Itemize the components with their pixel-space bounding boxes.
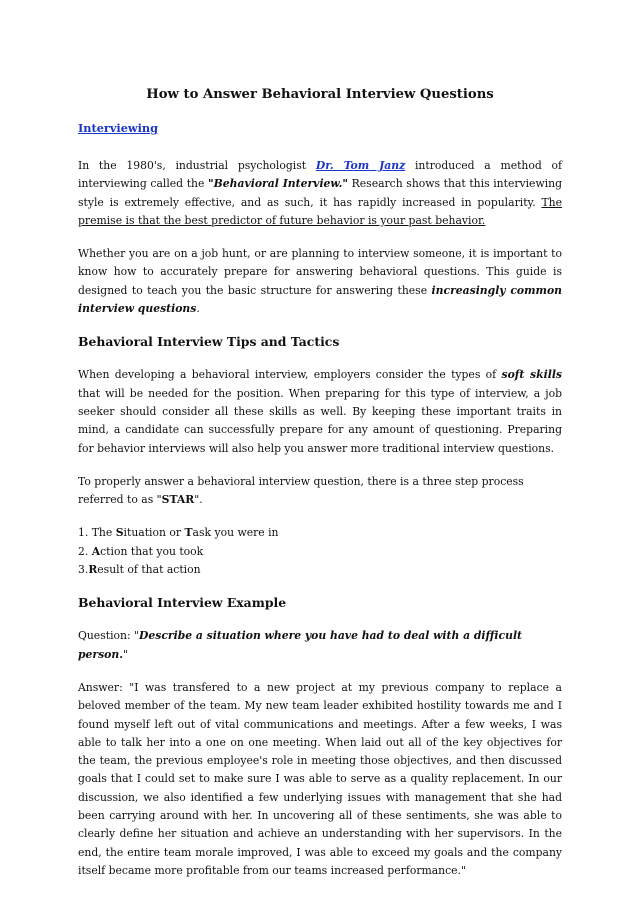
- question-label: Question: ": [78, 629, 140, 643]
- star-list-item: [78, 543, 562, 561]
- list-prefix: 3.: [78, 563, 89, 577]
- behavioral-interview-emphasis: "Behavioral Interview.": [207, 177, 349, 191]
- star-list-item: [78, 561, 562, 579]
- category-link[interactable]: Interviewing: [78, 121, 159, 135]
- list-prefix: 1. The: [78, 526, 116, 540]
- star-bold: STAR: [161, 493, 195, 507]
- star-list: [78, 524, 562, 579]
- tips-paragraph: [78, 366, 562, 457]
- list-text: ituation or: [123, 526, 185, 540]
- star-intro-paragraph: [78, 473, 562, 510]
- intro-text-3: Research shows that this interviewing style is extremely effective, and as such, it has rapidly increased in popularity.: [78, 177, 563, 209]
- intro-text-1: In the 1980's, industrial psychologist: [78, 159, 316, 172]
- section-heading-example: Behavioral Interview Example: [78, 595, 287, 611]
- list-prefix: 2.: [78, 544, 92, 558]
- list-bold-letter: A: [91, 544, 101, 558]
- question-emphasis: Describe a situation where you have had to deal with a difficult person.: [78, 629, 523, 661]
- list-bold-letter: T: [184, 526, 193, 540]
- list-text: ask you were in: [192, 526, 279, 540]
- premise-underlined: The premise is that the best predictor of future behavior is your past behavior.: [78, 195, 562, 227]
- intro-paragraph: [78, 157, 562, 230]
- list-text: ction that you took: [100, 544, 204, 558]
- page-title: How to Answer Behavioral Interview Questions: [146, 87, 494, 102]
- star-list-item: [78, 524, 562, 542]
- tips-text-1: When developing a behavioral interview, employers consider the types of: [78, 368, 502, 382]
- second-paragraph: [78, 245, 562, 318]
- star-text-1: To properly answer a behavioral interview question, there is a three step process referred to as ": [78, 474, 524, 507]
- list-bold-letter: S: [115, 526, 124, 540]
- star-text-2: ".: [194, 493, 203, 507]
- section-heading-tips: Behavioral Interview Tips and Tactics: [78, 334, 340, 350]
- answer-paragraph: Answer: "I was transfered to a new project at my previous company to replace a beloved member of the team. My new team leader exhibited hostility towards me and I found myself left out of vital communications and meetings. After a few weeks, I was able to talk her into a one on one meeting. When laid out all of the key objectives for the team, the previous employee's role in meeting those objectives, and then discussed goals that I could set to make sure I was able to serve as a quality replacement. In our discussion, we also identified a few underlying issues with management that she had been carrying around with her. In uncovering all of these sentiments, she was able to clearly define her situation and achieve an understanding with her supervisors. In the end, the entire team morale improved, I was able to exceed my goals and the company itself became more profitable from our teams increased performance.": [78, 680, 562, 877]
- list-text: esult of that action: [97, 563, 201, 577]
- intro-text-2: introduced a method of interviewing called the: [78, 159, 563, 191]
- tips-text-2: that will be needed for the position. When preparing for this type of interview, a job seeker should consider all these skills as well. By keeping these important traits in mind, a candidate can successfully prepare for any amount of questioning. Preparing for behavior interviews will also help you answer more traditional interview questions.: [78, 386, 562, 455]
- dr-tom-janz-link[interactable]: Dr. Tom Janz: [315, 159, 406, 172]
- list-bold-letter: R: [88, 563, 98, 577]
- para2-text-2: .: [196, 302, 200, 316]
- soft-skills-emphasis: soft skills: [501, 368, 562, 382]
- question-end: ": [123, 647, 128, 661]
- common-questions-emphasis: increasingly common interview questions: [78, 283, 563, 316]
- question-paragraph: [78, 627, 562, 664]
- category-link-row: [78, 119, 562, 137]
- para2-text-1: Whether you are on a job hunt, or are planning to interview someone, it is important to know how to accurately prepare for answering behavioral questions. This guide is designed to teach you the basic structure for answering these: [78, 247, 562, 297]
